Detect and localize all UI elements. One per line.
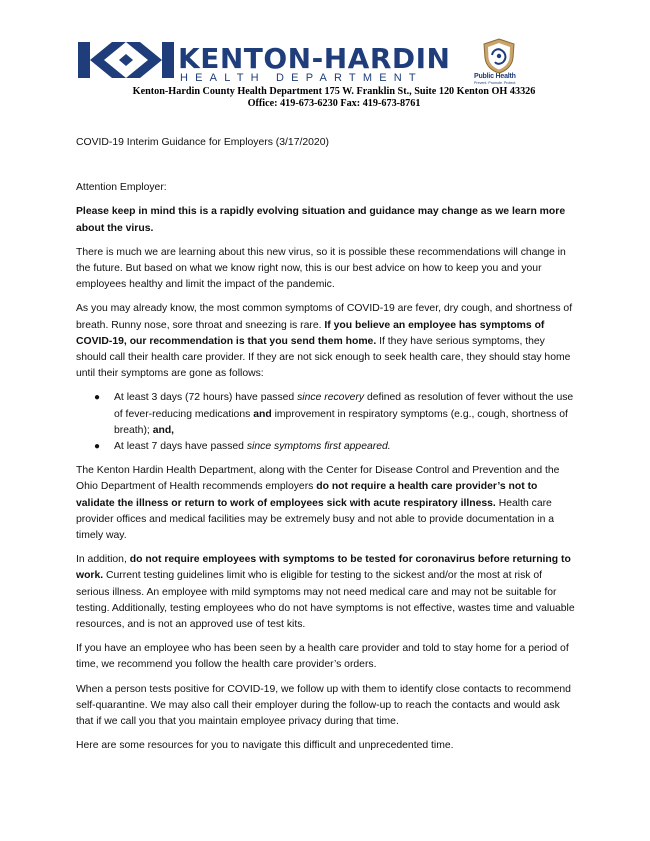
brand-name: KENTON-HARDIN [178,42,451,75]
public-health-shield-icon [482,38,516,74]
paragraph-no-provider-note [76,463,576,544]
symptoms-text: As you may already know, the most common symptoms of COVID-19 are fever, dry cough, and shortness of breath. Runny nose, sore throat and sneezing is rare. [76,303,573,331]
criterion-and: and [253,408,272,420]
bullet-icon: ● [94,441,101,453]
return-criteria-list [76,390,576,455]
criterion-text: improvement in respiratory symptoms (e.g., cough, shortness of breath); [114,408,568,436]
paragraph-intro: There is much we are learning about this new virus, so it is possible these recommendations will change in the future. But based on what we know right now, this is our best advice on how to keep you and your employees healthy and limit the impact of the pandemic. [76,246,566,291]
symptoms-followup: If they have serious symptoms, they should call their health care provider. If they are not sick enough to seek health care, they should stay home until their symptoms are gone as follows: [76,335,571,380]
salutation: Attention Employer: [76,182,167,194]
paragraph-contact-tracing: When a person tests positive for COVID-19, we follow up with them to identify close contacts to recommend self-quarantine. We may also call their employer during the follow-up to reach the contacts and would ask that if we call you that you maintain employee privacy during that time. [76,683,571,728]
address-line: Kenton-Hardin County Health Department 175 W. Franklin St., Suite 120 Kenton OH 43326 [132,86,536,97]
paragraph-text: The Kenton Hardin Health Department, along with the Center for Disease Control and Prevention and the Ohio Department of Health recommends employers [76,465,560,493]
list-item [94,439,576,455]
paragraph-text: In addition, [76,554,130,566]
paragraph-text: Health care provider offices and medical facilities may be extremely busy and not able to provide documentation in a timely way. [76,497,555,542]
criterion-text: At least 7 days have passed [114,441,247,453]
paragraph-provider-orders: If you have an employee who has been seen by a health care provider and told to stay home for a period of time, we recommend you follow the health care provider’s orders. [76,643,569,671]
criterion-text: defined as resolution of fever without the use of fever-reducing medications [114,392,574,420]
criterion-emphasis: since symptoms first appeared. [246,441,391,453]
paragraph-text: Current testing guidelines limit who is eligible for testing to the sickest and/or the most at risk of serious illness. An employee with mild symptoms may not need medical care and may not be suitable for testing. Additionally, testing employees who do not have symptoms is not effective, wastes time and valuable resources, and is not an approved use of test kits. [76,570,575,631]
criterion-emphasis: since recovery [297,392,365,404]
letterhead [78,40,548,124]
criterion-and: and, [152,424,175,436]
document-title: COVID-19 Interim Guidance for Employers (3/17/2020) [76,137,329,148]
public-health-label: Public Health [474,73,516,80]
bullet-icon: ● [94,392,101,404]
public-health-tagline: Prevent. Promote. Protect. [474,81,517,85]
evolving-guidance-notice: Please keep in mind this is a rapidly evolving situation and guidance may change as we learn more about the virus. [76,206,566,234]
criterion-text: At least 3 days (72 hours) have passed [114,392,298,404]
paragraph-symptoms [76,301,576,382]
paragraph-testing [76,552,576,633]
kenton-hardin-logo-mark [78,40,174,80]
no-testing-recommendation: do not require employees with symptoms to be tested for coronavirus before returning to work. [76,554,571,582]
paragraph-resources: Here are some resources for you to navigate this difficult and unprecedented time. [76,740,454,752]
letter-body [76,129,576,763]
list-item [94,390,576,439]
phone-fax-line: Office: 419-673-6230 Fax: 419-673-8761 [247,98,421,109]
no-note-recommendation: do not require a health care provider’s not to validate the illness or return to work of employees sick with acute respiratory illness. [76,481,538,509]
send-home-recommendation: If you believe an employee has symptoms of COVID-19, our recommendation is that you send them home. [76,319,545,347]
brand-subtitle: HEALTH DEPARTMENT [180,72,423,84]
